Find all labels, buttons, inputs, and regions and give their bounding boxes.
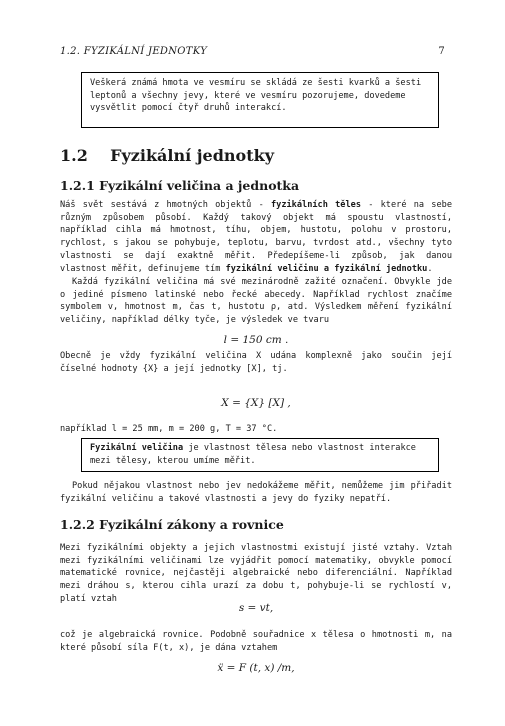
paragraph-1	[60, 199, 452, 275]
equation-length: l = 150 cm .	[223, 334, 289, 346]
para1-after: .	[427, 263, 433, 274]
running-header	[60, 46, 445, 60]
definition-term: Fyzikální veličina	[90, 443, 184, 453]
equation-motion: ẍ = F (t, x) /m,	[217, 662, 295, 674]
paragraph-5: Pokud nějakou vlastnost nebo jev nedokážeme měřit, nemůžeme jim přiřadit fyzikální veličinu a takové vlastnosti a jevy do fyziky nepatří.	[60, 481, 452, 504]
subsection-heading-2: 1.2.2 Fyzikální zákony a rovnice	[60, 517, 284, 532]
section-title: Fyzikální jednotky	[110, 146, 274, 165]
definition-text: je vlastnost tělesa nebo vlastnost interakce mezi tělesy, kterou umíme měřit.	[90, 443, 416, 466]
paragraph-7: což je algebraická rovnice. Podobně souřadnice x tělesa o hmotnosti m, na které působí síla F(t, x), je dána vztahem	[60, 630, 452, 653]
term-fyzikalni-telesa: fyzikálních těles	[270, 200, 361, 210]
header-section: 1.2. FYZIKÁLNÍ JEDNOTKY	[60, 46, 208, 57]
summary-box	[81, 72, 439, 128]
page-number: 7	[438, 46, 445, 57]
paragraph-6: Mezi fyzikálními objekty a jejich vlastnostmi existují jisté vztahy. Vztah mezi fyzikálními veličinami lze vyjádřit pomocí matematiky, obvykle pomocí matematické rovnice, nejčastěji algebraické nebo diferenciální. Například mezi dráhou s, kterou cihla urazí za dobu t, pohybuje-li se rychlostí v, platí vztah	[60, 543, 452, 604]
paragraph-3: Obecně je vždy fyzikální veličina X udána komplexně jako součin její číselné hodnoty {X} a její jednotky [X], tj.	[60, 351, 452, 374]
term-fyzikalni-velicina-jednotka: fyzikální veličinu a fyzikální jednotku	[225, 263, 428, 274]
para1-before: Náš svět sestává z hmotných objektů -	[60, 200, 271, 210]
subsection-heading-1: 1.2.1 Fyzikální veličina a jednotka	[60, 178, 300, 193]
paragraph-2: Každá fyzikální veličina má své mezinárodně zažité označení. Obvykle jde o jediné písmeno latinské nebo řecké abecedy. Například rychlost značíme symbolem v, hmotnost m, čas t, hustotu ρ, atd. Výsledkem měření fyzikální veličiny, například délky tyče, je výsledek ve tvaru	[60, 277, 452, 326]
equation-quantity: X = {X} [X] ,	[221, 397, 291, 409]
definition-box	[81, 438, 439, 472]
section-heading	[60, 146, 274, 165]
section-number: 1.2	[60, 146, 88, 165]
summary-text: Veškerá známá hmota ve vesmíru se skládá ze šesti kvarků a šesti leptonů a všechny jevy, které ve vesmíru pozorujeme, dovedeme vysvětlit pomocí čtyř druhů interakcí.	[90, 78, 422, 113]
paragraph-4: například l = 25 mm, m = 200 g, T = 37 °C.	[60, 424, 278, 434]
para1-middle: - které na sebe různým způsobem působí. Každý takový objekt má spoustu vlastností, například cihla má hmotnost, tíhu, objem, hustotu, polohu v prostoru, rychlost, s jakou se pohybuje, teplotu, barvu, tvrdost atd., všechny tyto vlastnosti se dají exaktně měřit. Předepíšeme-li způsob, jak danou vlastnost měřit, definujeme tím	[60, 200, 452, 274]
equation-distance: s = vt,	[238, 602, 274, 614]
